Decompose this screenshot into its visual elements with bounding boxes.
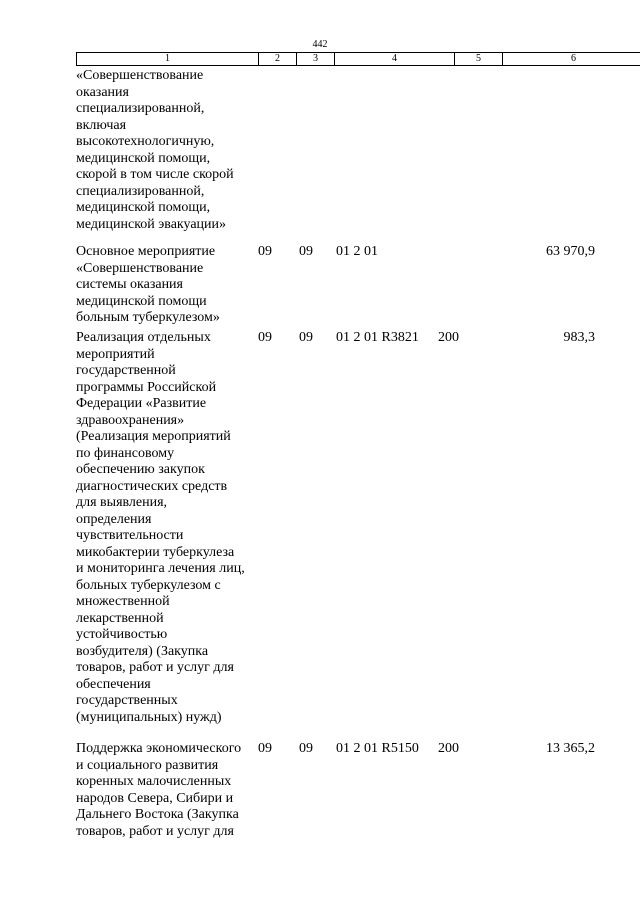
row-subsection-code: 09 — [299, 330, 313, 345]
row-name: Основное мероприятие «Совершенствование системы оказания медицинской помощи больным туберкулезом» — [76, 244, 220, 325]
row-amount: 13 365,2 — [546, 741, 595, 756]
column-5-header: 5 — [455, 53, 503, 66]
page-number: 442 — [312, 39, 328, 50]
row-amount: 983,3 — [563, 330, 595, 345]
row-target-article-code: 01 2 01 — [336, 244, 378, 259]
column-number-header — [76, 52, 640, 66]
column-2-header: 2 — [259, 53, 297, 66]
row-name: Реализация отдельных мероприятий государственной программы Российской Федерации «Развитие здравоохранения» (Реализация мероприятий по финансовому обеспечению закупок диагностических средств для выявления, определения чувствительности микобактерии туберкулеза и мониторинга лечения лиц, больных туберкулезом с множественной лекарственной устойчивостью возбудителя) (Закупка товаров, работ и услуг для обеспечения государственных (муниципальных) нужд) — [76, 330, 245, 725]
row-name: «Совершенствование оказания специализированной, включая высокотехнологичную, медицинской помощи, скорой в том числе скорой специализированной, медицинской помощи, медицинской эвакуации» — [76, 68, 234, 232]
row-section-code: 09 — [258, 741, 272, 756]
row-section-code: 09 — [258, 244, 272, 259]
row-subsection-code: 09 — [299, 741, 313, 756]
row-target-article-code: 01 2 01 R3821 — [336, 330, 419, 345]
row-amount: 63 970,9 — [546, 244, 595, 259]
row-section-code: 09 — [258, 330, 272, 345]
row-expense-type-code: 200 — [438, 741, 459, 756]
column-1-header: 1 — [77, 53, 259, 66]
row-name: Поддержка экономического и социального развития коренных малочисленных народов Севера, Сибири и Дальнего Востока (Закупка товаров, работ и услуг для — [76, 741, 242, 839]
column-3-header: 3 — [297, 53, 335, 66]
column-4-header: 4 — [335, 53, 455, 66]
column-6-header: 6 — [503, 53, 640, 66]
row-subsection-code: 09 — [299, 244, 313, 259]
row-expense-type-code: 200 — [438, 330, 459, 345]
row-target-article-code: 01 2 01 R5150 — [336, 741, 419, 756]
